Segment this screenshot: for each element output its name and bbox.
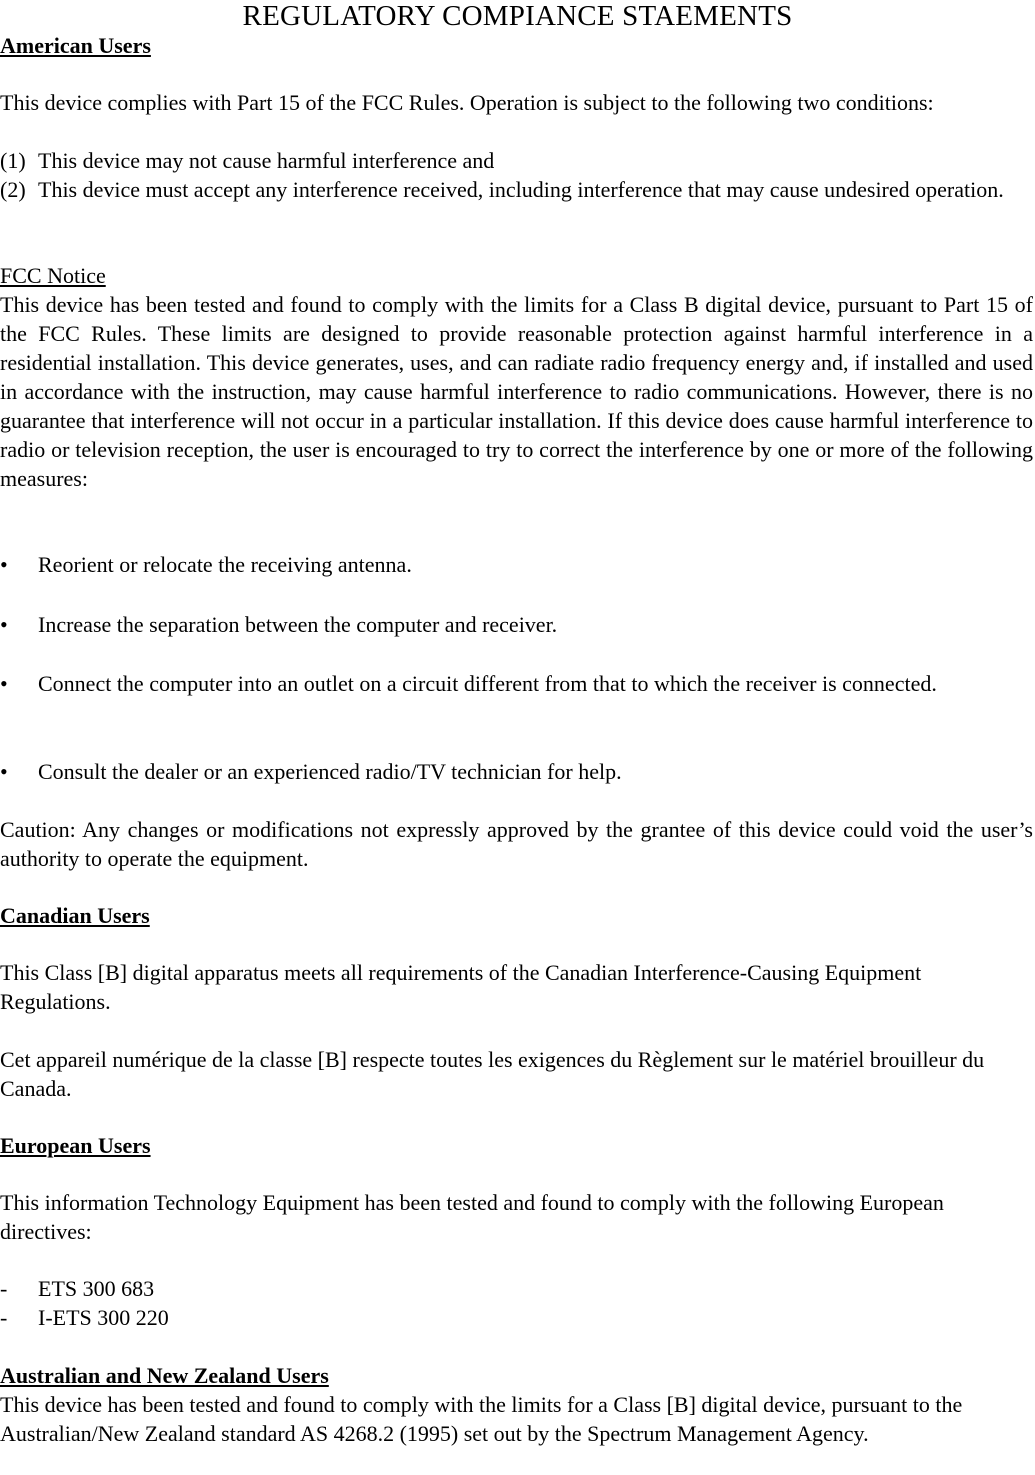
directive-item-2	[0, 1303, 1033, 1332]
fcc-notice-paragraph: This device has been tested and found to comply with the limits for a Class B digital device, pursuant to Part 15 of the FCC Rules. These limits are designed to provide reasonable protection against harmful interference in a residential installation. This device generates, uses, and can radiate radio frequency energy and, if installed and used in accordance with the instruction, may cause harmful interference to radio communications. However, there is no guarantee that interference will not occur in a particular installation. If this device does cause harmful interference to radio or television reception, the user is encouraged to try to correct the interference by one or more of the following measures:	[0, 292, 1033, 491]
condition-marker: (1)	[0, 148, 26, 173]
australian-nz-paragraph: This device has been tested and found to comply with the limits for a Class [B] digital device, pursuant to the Australian/New Zealand standard AS 4268.2 (1995) set out by the Spectrum Management Agency.	[0, 1392, 963, 1446]
dash-marker: -	[0, 1305, 8, 1330]
australian-nz-users-heading: Australian and New Zealand Users	[0, 1363, 329, 1388]
directive-item-1	[0, 1274, 1033, 1303]
measure-text: Connect the computer into an outlet on a circuit different from that to which the receiver is connected.	[38, 671, 937, 696]
canadian-english-paragraph: This Class [B] digital apparatus meets all requirements of the Canadian Interference-Causing Equipment Regulations.	[0, 960, 922, 1014]
european-intro-paragraph: This information Technology Equipment has been tested and found to comply with the following European directives:	[0, 1190, 944, 1244]
condition-text: This device must accept any interference received, including interference that may cause undesired operation.	[38, 177, 1004, 202]
measure-text: Increase the separation between the computer and receiver.	[38, 612, 558, 637]
condition-marker: (2)	[0, 177, 26, 202]
measure-text: Consult the dealer or an experienced radio/TV technician for help.	[38, 759, 622, 784]
measure-text: Reorient or relocate the receiving antenna.	[38, 552, 412, 577]
canadian-french-paragraph: Cet appareil numérique de la classe [B] respecte toutes les exigences du Règlement sur le matériel brouilleur du Canada.	[0, 1047, 985, 1101]
bullet-icon: •	[0, 612, 8, 637]
bullet-icon: •	[0, 671, 8, 696]
bullet-icon: •	[0, 552, 8, 577]
bullet-icon: •	[0, 759, 8, 784]
american-intro-paragraph: This device complies with Part 15 of the FCC Rules. Operation is subject to the following two conditions:	[0, 90, 934, 115]
condition-text: This device may not cause harmful interference and	[38, 148, 495, 173]
caution-paragraph: Caution: Any changes or modifications not expressly approved by the grantee of this device could void the user’s authority to operate the equipment.	[0, 817, 1033, 871]
fcc-notice-heading: FCC Notice	[0, 263, 106, 288]
measure-item-1	[0, 550, 1033, 579]
measure-item-4	[0, 757, 1033, 786]
measure-item-3	[0, 669, 1033, 698]
directive-text: I-ETS 300 220	[38, 1305, 169, 1330]
dash-marker: -	[0, 1276, 8, 1301]
canadian-users-heading: Canadian Users	[0, 903, 150, 928]
directive-text: ETS 300 683	[38, 1276, 155, 1301]
measure-item-2	[0, 610, 1033, 639]
american-users-heading: American Users	[0, 33, 151, 58]
european-users-heading: European Users	[0, 1133, 151, 1158]
condition-item-2	[0, 175, 1033, 204]
condition-item-1	[0, 146, 1033, 175]
page-title: REGULATORY COMPIANCE STAEMENTS	[242, 0, 793, 32]
